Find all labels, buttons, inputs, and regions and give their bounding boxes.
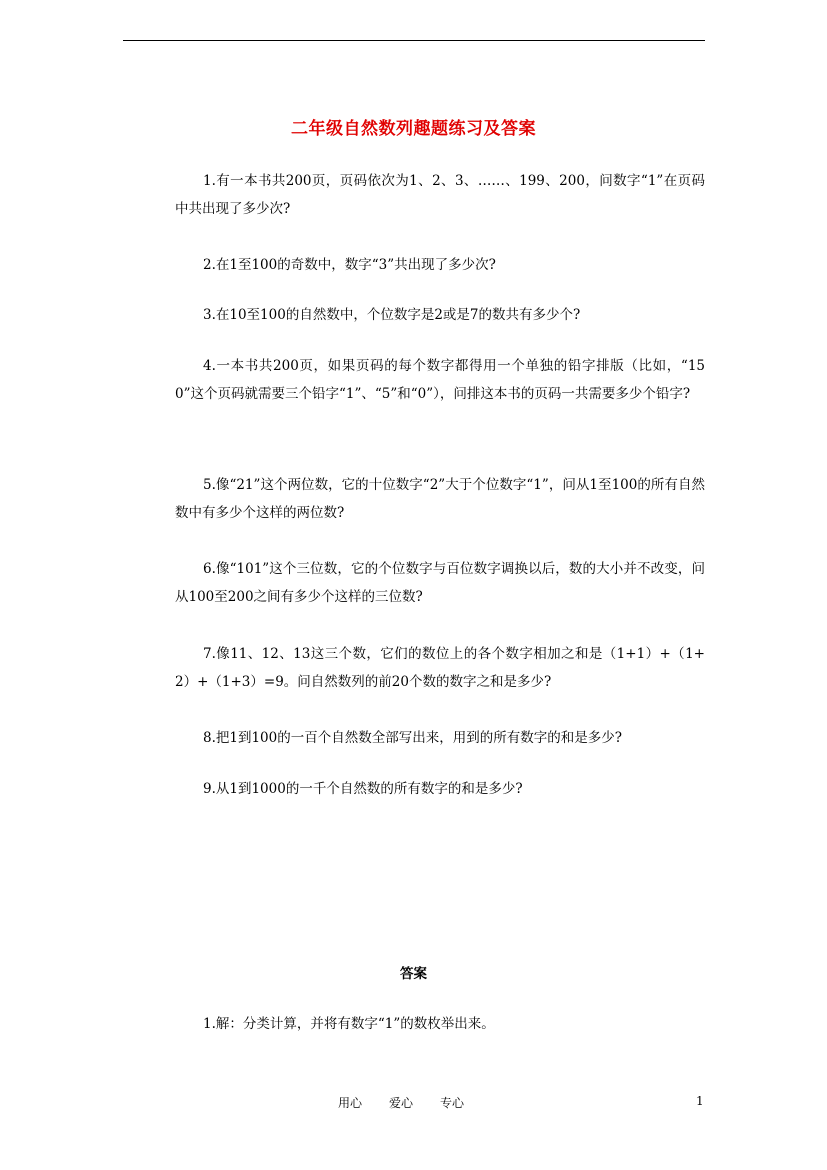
question-7: 7.像11、12、13这三个数，它们的数位上的各个数字相加之和是（1+1）+（1+2）+（1+3）=9。问自然数列的前20个数的数字之和是多少? [175,646,705,690]
question-2: 2.在1至100的奇数中，数字“3”共出现了多少次? [203,257,496,273]
document-title: 二年级自然数列趣题练习及答案 [291,119,536,139]
header-rule [123,40,705,41]
footer-motto-1: 用心 [338,1096,363,1110]
question-3: 3.在10至100的自然数中，个位数字是2或是7的数共有多少个? [203,307,581,323]
question-8: 8.把1到100的一百个自然数全部写出来，用到的所有数字的和是多少? [203,730,622,746]
question-9: 9.从1到1000的一千个自然数的所有数字的和是多少? [203,781,523,797]
footer-motto-2: 爱心 [389,1096,414,1110]
answers-heading: 答案 [400,966,427,982]
question-6: 6.像“101”这个三位数，它的个位数字与百位数字调换以后，数的大小并不改变，问从100至200之间有多少个这样的三位数? [175,561,705,605]
question-4: 4.一本书共200页，如果页码的每个数字都得用一个单独的铅字排版（比如，“150”这个页码就需要三个铅字“1”、“5”和“0”），问排这本书的页码一共需要多少个铅字? [175,358,705,402]
answer-1: 1.解：分类计算，并将有数字“1”的数枚举出来。 [203,1016,495,1032]
footer-motto [338,1094,491,1111]
question-5: 5.像“21”这个两位数，它的十位数字“2”大于个位数字“1”，问从1至100的所有自然数中有多少个这样的两位数? [175,477,705,521]
question-1: 1.有一本书共200页，页码依次为1、2、3、……、199、200，问数字“1”在页码中共出现了多少次? [175,173,705,217]
page-footer [0,1094,827,1114]
footer-motto-3: 专心 [440,1096,465,1110]
page-number: 1 [696,1094,704,1108]
